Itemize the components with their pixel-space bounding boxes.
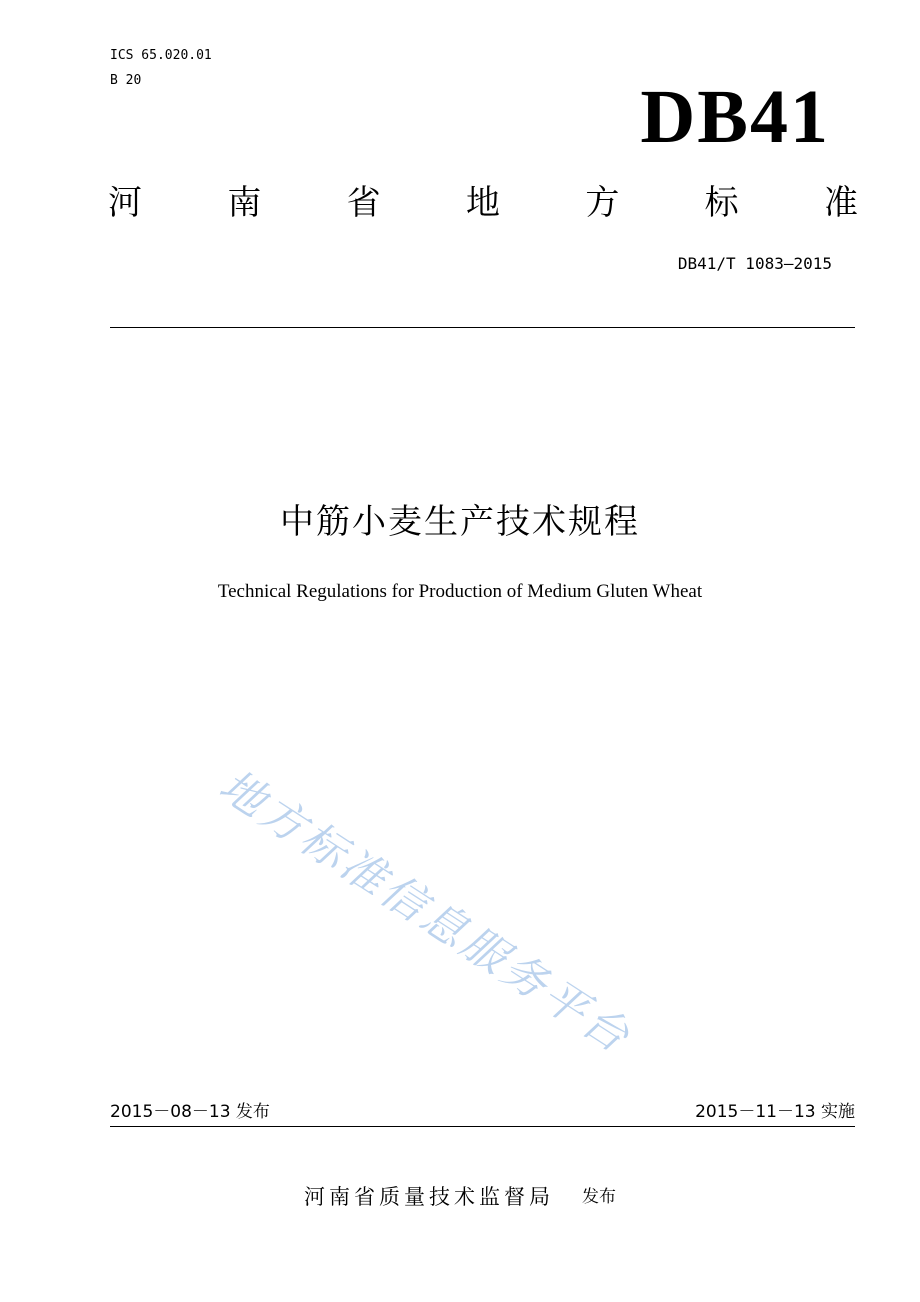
standard-number: DB41/T 1083—2015 xyxy=(677,254,832,273)
standard-type-char: 方 xyxy=(585,183,620,223)
implementation-date: 2015－11－13 实施 xyxy=(695,1102,855,1122)
bottom-divider xyxy=(110,1126,855,1127)
issue-date: 2015－08－13 发布 xyxy=(110,1102,270,1122)
top-divider xyxy=(110,327,855,328)
standard-type-char: 省 xyxy=(346,183,381,223)
standard-type-heading xyxy=(108,180,858,228)
publish-word: 发布 xyxy=(582,1187,616,1207)
standard-type-char: 河 xyxy=(108,183,142,223)
ics-code: ICS 65.020.01 xyxy=(110,48,212,63)
standard-type-char: 南 xyxy=(227,183,262,223)
publisher: 河南省质量技术监督局 xyxy=(304,1185,554,1209)
classification-code: B 20 xyxy=(110,73,142,88)
standard-type-char: 标 xyxy=(704,183,739,223)
watermark xyxy=(210,760,641,1065)
publisher-line xyxy=(0,1182,920,1212)
title-english: Technical Regulations for Production of Medium Gluten Wheat xyxy=(217,581,703,602)
db-logo: DB41 xyxy=(640,75,830,159)
standard-type-char: 地 xyxy=(465,183,500,223)
standard-type-char: 准 xyxy=(823,183,858,223)
watermark-text: 地方标准信息服务平台 xyxy=(210,760,641,1065)
title-chinese: 中筋小麦生产技术规程 xyxy=(280,502,640,542)
